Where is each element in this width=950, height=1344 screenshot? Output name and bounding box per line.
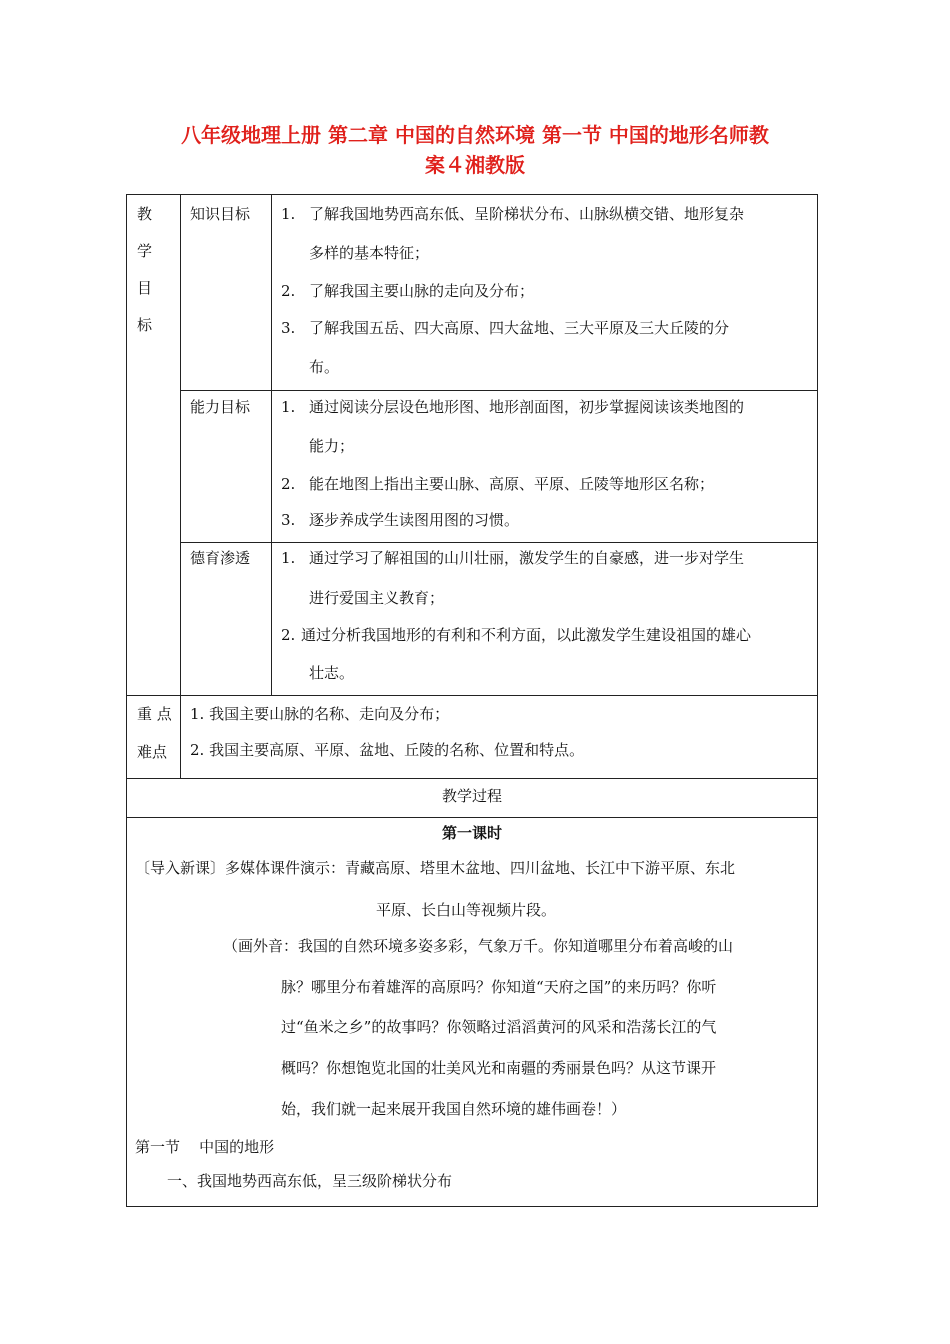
ability-item-1	[281, 397, 744, 417]
key-item-2: 2. 我国主要高原、平原、盆地、丘陵的名称、位置和特点。	[190, 741, 585, 759]
moral-item-2	[281, 625, 751, 645]
divider-row-key	[127, 778, 817, 779]
moral-item-1	[281, 548, 744, 568]
moral-item-2-cont: 壮志。	[309, 664, 355, 682]
process-title: 教学过程	[441, 787, 502, 805]
key-label-2: 难点	[137, 743, 168, 761]
voiceover-line-2: 脉？哪里分布着雄浑的高原吗？你知道“天府之国”的来历吗？你听	[281, 978, 717, 996]
item-text: 了解我国地势西高东低、呈阶梯状分布、山脉纵横交错、地形复杂	[309, 205, 745, 223]
intro-line-1: 〔导入新课〕多媒体课件演示：青藏高原、塔里木盆地、四川盆地、长江中下游平原、东北	[135, 859, 736, 877]
item-number: 1.	[281, 549, 296, 567]
item-number: 2.	[281, 626, 296, 644]
voiceover-line-4: 概吗？你想饱览北国的壮美风光和南疆的秀丽景色吗？从这节课开	[281, 1059, 717, 1077]
divider-row-goals	[127, 695, 817, 696]
key-item-1: 1. 我国主要山脉的名称、走向及分布；	[190, 705, 450, 723]
item-number: 3.	[281, 511, 296, 529]
ability-item-1-cont: 能力；	[309, 437, 355, 455]
divider-col1	[180, 195, 181, 778]
item-number: 1.	[281, 205, 296, 223]
item-number: 2.	[281, 475, 296, 493]
voiceover-line-3: 过“鱼米之乡”的故事吗？你领略过滔滔黄河的风采和浩荡长江的气	[281, 1018, 717, 1036]
item-text: 逐步养成学生读图用图的习惯。	[309, 511, 520, 529]
lesson-title: 第一课时	[441, 824, 502, 842]
goals-label-char: 标	[137, 316, 153, 334]
divider-col2	[271, 195, 272, 695]
item-number: 2.	[281, 282, 296, 300]
goals-label-char: 学	[137, 242, 153, 260]
item-text: 了解我国五岳、四大高原、四大盆地、三大平原及三大丘陵的分	[309, 319, 730, 337]
item-text: 能在地图上指出主要山脉、高原、平原、丘陵等地形区名称；	[309, 475, 715, 493]
document-title	[100, 120, 850, 180]
key-label-1: 重 点	[137, 705, 172, 723]
goals-label-char: 教	[137, 205, 153, 223]
knowledge-label: 知识目标	[190, 205, 251, 223]
title-line-1: 八年级地理上册 第二章 中国的自然环境 第一节 中国的地形名师教	[181, 123, 769, 147]
knowledge-item-3	[281, 318, 729, 338]
moral-item-1-cont: 进行爱国主义教育；	[309, 589, 445, 607]
divider-row-process	[127, 817, 817, 818]
intro-line-2: 平原、长白山等视频片段。	[376, 901, 557, 919]
ability-item-3	[281, 510, 519, 530]
title-line-2: 案４湘教版	[425, 153, 525, 177]
divider-row-knowledge	[180, 390, 817, 391]
ability-item-2	[281, 474, 714, 494]
lesson-table	[126, 194, 818, 1207]
item-number: 3.	[281, 319, 296, 337]
knowledge-item-3-cont: 布。	[309, 358, 340, 376]
item-text: 通过阅读分层设色地形图、地形剖面图，初步掌握阅读该类地图的	[309, 398, 745, 416]
item-text: 通过学习了解祖国的山川壮丽，激发学生的自豪感，进一步对学生	[309, 549, 745, 567]
item-number: 1.	[281, 398, 296, 416]
voiceover-line-1: （画外音：我国的自然环境多姿多彩，气象万千。你知道哪里分布着高峻的山	[223, 937, 734, 955]
goals-label	[137, 204, 152, 352]
moral-label: 德育渗透	[190, 549, 251, 567]
item-text: 通过分析我国地形的有利和不利方面，以此激发学生建设祖国的雄心	[301, 626, 752, 644]
section-title: 第一节 中国的地形	[135, 1138, 275, 1156]
knowledge-item-1-cont: 多样的基本特征；	[309, 244, 430, 262]
divider-row-ability	[180, 542, 817, 543]
knowledge-item-2	[281, 281, 534, 301]
subsection-heading: 一、我国地势西高东低，呈三级阶梯状分布	[167, 1172, 453, 1190]
ability-label: 能力目标	[190, 398, 251, 416]
voiceover-line-5: 始，我们就一起来展开我国自然环境的雄伟画卷！）	[281, 1100, 627, 1118]
knowledge-item-1	[281, 204, 744, 224]
item-text: 了解我国主要山脉的走向及分布；	[309, 282, 535, 300]
goals-label-char: 目	[137, 279, 153, 297]
